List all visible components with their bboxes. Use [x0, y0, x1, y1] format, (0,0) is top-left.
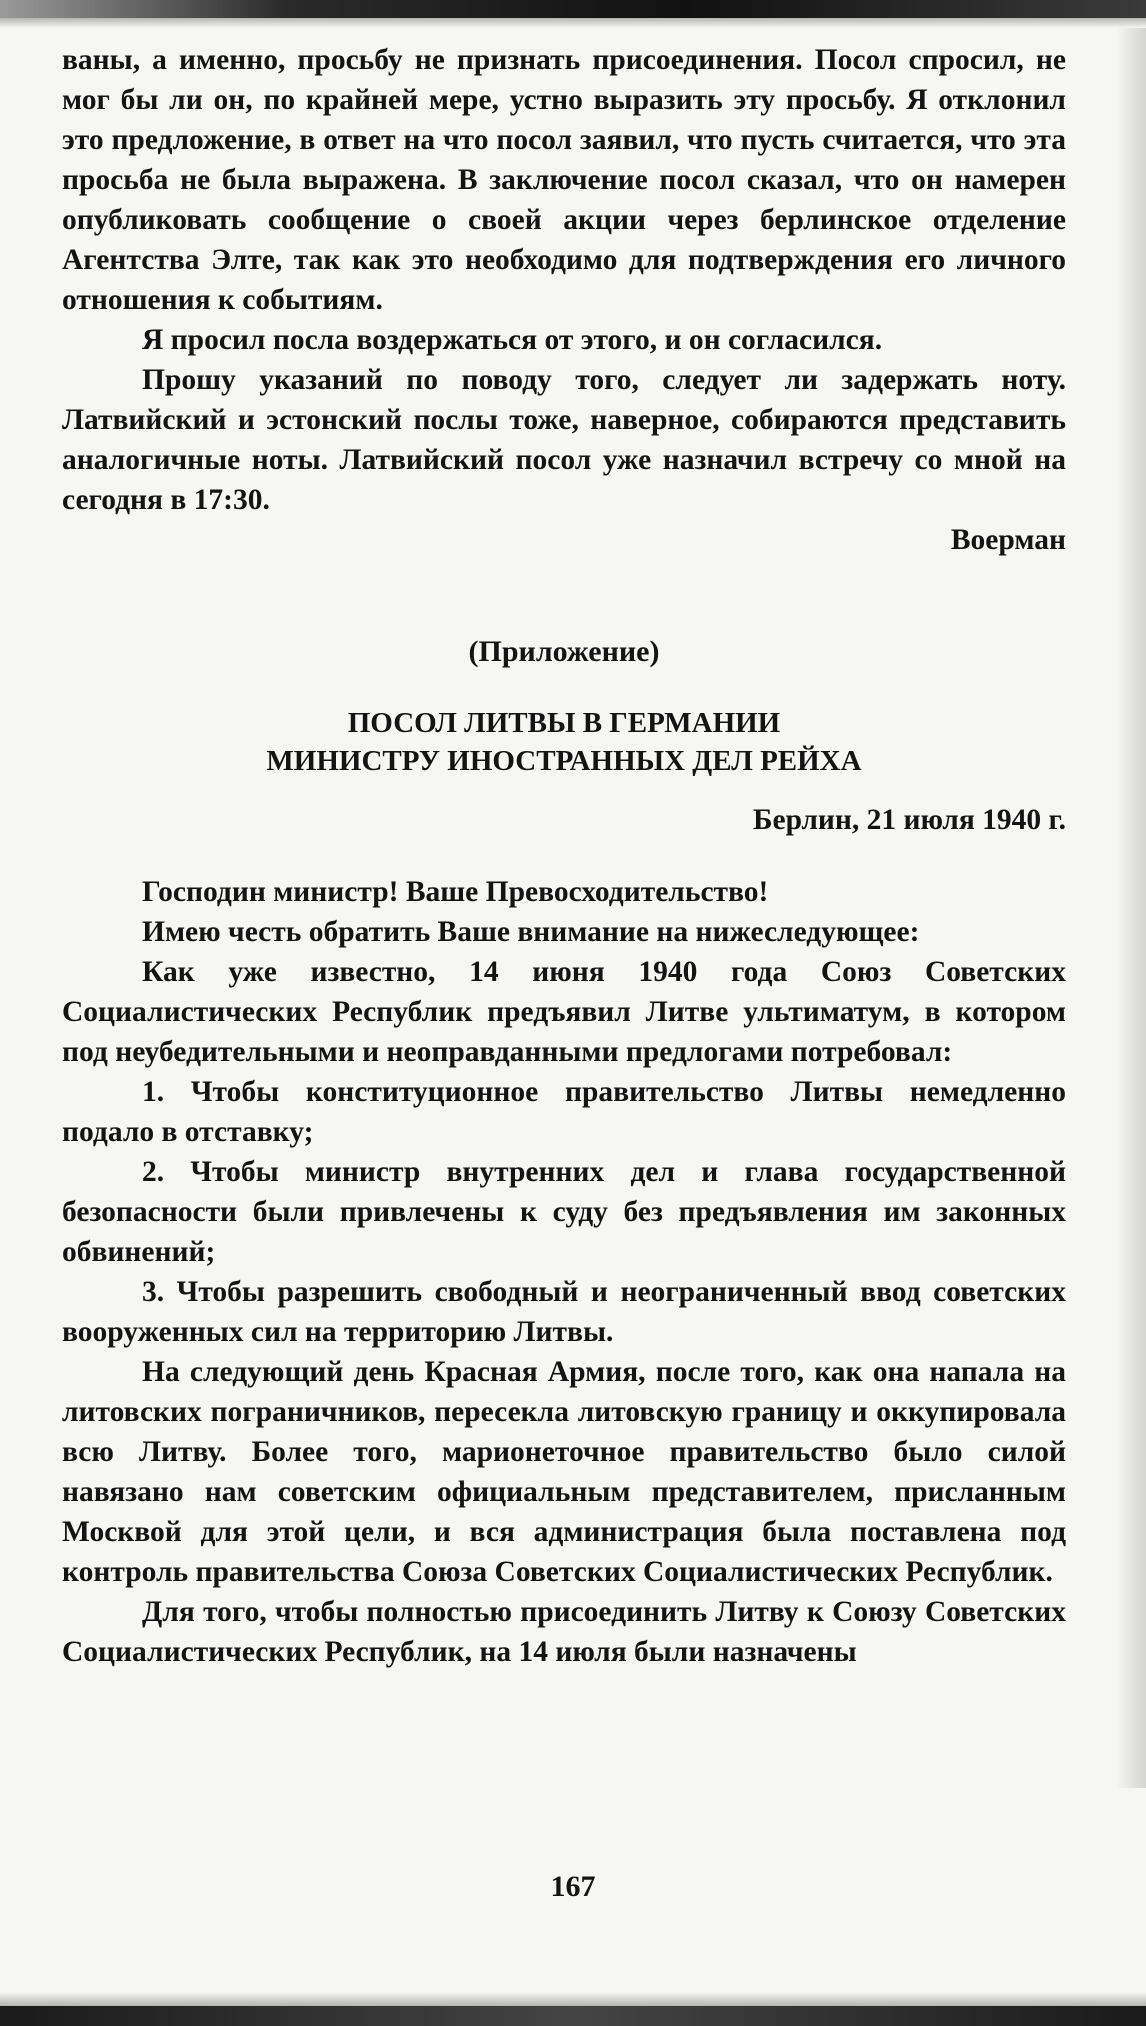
heading-line-1: ПОСОЛ ЛИТВЫ В ГЕРМАНИИ: [347, 707, 781, 739]
demand-1: 1. Чтобы конституционное правительство Литвы немедленно подало в отставку;: [62, 1076, 1066, 1148]
appendix-label: (Приложение): [468, 635, 660, 668]
paragraph-instructions: Прошу указаний по поводу того, следует ли задержать ноту. Латвийский и эстонский послы тоже, наверное, собираются представить аналогичные ноты. Латвийский посол уже назначил встречу со мной на сегодня в 17:30.: [62, 364, 1066, 516]
scan-bottom-shadow: [0, 1992, 1146, 2006]
paragraph-annexation: Для того, чтобы полностью присоединить Литву к Союзу Советских Социалистических Республик, на 14 июля были назначены: [62, 1596, 1066, 1668]
paragraph-ultimatum: Как уже известно, 14 июня 1940 года Союз Советских Социалистических Республик предъявил Литве ультиматум, в котором под неубедительными и неоправданными предлогами потребовал:: [62, 956, 1066, 1068]
scan-top-shadow: [0, 18, 1146, 28]
document-heading: [62, 704, 1066, 780]
continuation-paragraph: ваны, а именно, просьбу не признать присоединения. Посол спросил, не мог бы ли он, по крайней мере, устно выразить эту просьбу. Я отклонил это предложение, в ответ на что посол заявил, что пусть считается, что эта просьба не была выражена. В заключение посол сказал, что он намерен опубликовать сообщение о своей акции через берлинское отделение Агентства Элте, так как это необходимо для подтверждения его личного отношения к событиям.: [62, 44, 1066, 316]
demand-2: 2. Чтобы министр внутренних дел и глава государственной безопасности были привлечены к суду без предъявления им законных обвинений;: [62, 1156, 1066, 1268]
heading-line-2: МИНИСТРУ ИНОСТРАННЫХ ДЕЛ РЕЙХА: [266, 745, 862, 777]
place-date: Берлин, 21 июля 1940 г.: [753, 804, 1066, 836]
demand-3: 3. Чтобы разрешить свободный и неограниченный ввод советских вооруженных сил на территорию Литвы.: [62, 1276, 1066, 1348]
paragraph-occupation: На следующий день Красная Армия, после того, как она напала на литовских пограничников, пересекла литовскую границу и оккупировала всю Литву. Более того, марионеточное правительство было силой навязано нам советским официальным представителем, присланным Москвой для этой цели, и вся администрация была поставлена под контроль правительства Союза Советских Социалистических Республик.: [62, 1356, 1066, 1588]
intro-line: Имею честь обратить Ваше внимание на нижеследующее:: [142, 916, 920, 948]
scan-right-shadow: [1116, 28, 1146, 1788]
scan-top-edge: [0, 0, 1146, 18]
scan-bottom-edge: [0, 2006, 1146, 2026]
signature: Воерман: [950, 524, 1066, 556]
salutation: Господин министр! Ваше Превосходительство!: [142, 876, 769, 908]
page-number: 167: [550, 1870, 596, 1903]
paragraph-refrain: Я просил посла воздержаться от этого, и он согласился.: [142, 324, 883, 356]
page-text: [62, 40, 1066, 1672]
